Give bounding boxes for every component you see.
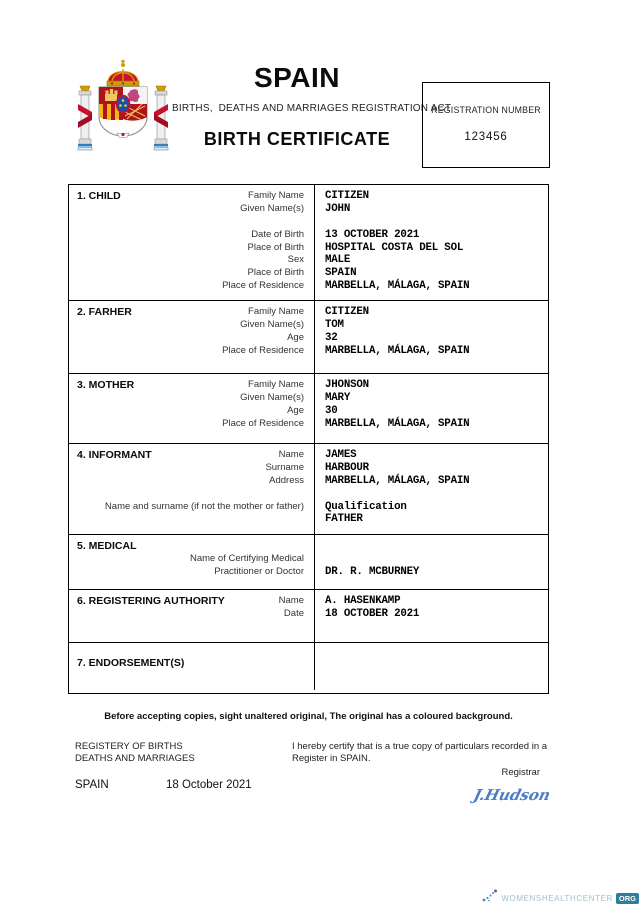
copy-notice: Before accepting copies, sight unaltered original, The original has a coloured background.	[104, 711, 513, 722]
field-label: Name of Certifying Medical	[189, 552, 304, 564]
field-label: Family Name	[248, 379, 304, 390]
field-value: JAMES	[325, 449, 357, 461]
field-label: Practitioner or Doctor	[214, 565, 304, 577]
section-medical	[69, 535, 548, 590]
footer-country: SPAIN	[75, 779, 109, 791]
field-value: MARBELLA, MÁLAGA, SPAIN	[325, 280, 470, 293]
field-value: HARBOUR	[325, 461, 369, 474]
header	[172, 62, 452, 150]
registry-line2: DEATHS AND MARRIAGES	[75, 753, 195, 764]
section-informant	[69, 444, 548, 535]
watermark-org-badge: ORG	[616, 893, 639, 905]
field-value: FATHER	[325, 513, 363, 526]
spain-coat-of-arms-icon	[72, 56, 174, 162]
field-value: 32	[325, 331, 338, 344]
field-label: Age	[287, 331, 304, 343]
field-value: CITIZEN	[325, 306, 369, 318]
act-subtitle: BIRTHS, DEATHS AND MARRIAGES REGISTRATION ACT	[172, 103, 452, 114]
field-value: A. HASENKAMP	[325, 595, 401, 607]
section-heading: 7. ENDORSEMENT(S)	[77, 657, 185, 669]
field-label: Place of Birth	[247, 267, 304, 279]
sparkle-icon	[482, 889, 498, 908]
country-title: SPAIN	[254, 62, 340, 93]
field-value: DR. R. MCBURNEY	[325, 565, 420, 578]
spacer-line	[325, 540, 540, 553]
field-label: Given Name(s)	[240, 391, 304, 403]
field-value: JHONSON	[325, 379, 369, 391]
field-label: Sex	[287, 254, 304, 266]
field-value: MARBELLA, MÁLAGA, SPAIN	[325, 474, 470, 487]
section-heading: 6. REGISTERING AUTHORITY	[77, 595, 225, 607]
field-label: Name and surname (if not the mother or father)	[104, 500, 304, 512]
field-value: MARY	[325, 391, 351, 404]
section-heading: 2. FARHER	[77, 306, 132, 318]
field-value: MARBELLA, MÁLAGA, SPAIN	[325, 344, 470, 357]
field-label: Age	[287, 404, 304, 416]
registration-number-label: REGISTRATION NUMBER	[431, 105, 541, 115]
field-label: Date	[283, 607, 304, 619]
field-label: Place of Residence	[222, 417, 304, 429]
section-heading: 3. MOTHER	[77, 379, 135, 391]
field-label: Date of Birth	[251, 228, 304, 240]
field-value: HOSPITAL COSTA DEL SOL	[325, 241, 464, 254]
registrar-signature: J.Hudson	[471, 786, 553, 804]
registry-line1: REGISTERY OF BIRTHS	[75, 741, 183, 752]
field-label: Name	[278, 595, 304, 606]
section-registering-authority	[69, 590, 548, 643]
field-label: Place of Birth	[247, 241, 304, 253]
spacer-line	[325, 216, 540, 229]
document-title: BIRTH CERTIFICATE	[203, 129, 391, 149]
field-value: Qualification	[325, 500, 407, 513]
watermark-logo	[482, 889, 639, 908]
footer-date: 18 October 2021	[166, 779, 252, 791]
section-heading: 5. MEDICAL	[77, 540, 137, 552]
watermark-site-text: WOMENSHEALTHCENTER	[501, 894, 613, 903]
field-value: TOM	[325, 318, 344, 331]
field-label: Address	[269, 474, 304, 486]
field-label: Surname	[265, 461, 304, 473]
spacer-line	[77, 513, 304, 526]
field-label: Family Name	[248, 306, 304, 317]
field-label: Given Name(s)	[240, 318, 304, 330]
section-father	[69, 301, 548, 374]
field-value: 13 OCTOBER 2021	[325, 228, 420, 241]
section-heading: 1. CHILD	[77, 190, 121, 202]
registration-number-box	[422, 82, 550, 168]
spacer-line	[77, 216, 304, 229]
certificate-table	[68, 184, 549, 694]
field-label: Name	[278, 449, 304, 460]
registration-number-value: 123456	[464, 131, 508, 143]
section-mother	[69, 374, 548, 444]
certify-statement: I hereby certify that is a true copy of particulars recorded in a Register in SPAIN.	[292, 741, 548, 764]
spacer-line	[77, 488, 304, 501]
spacer-line	[325, 553, 540, 566]
field-value: 30	[325, 404, 338, 417]
section-heading: 4. INFORMANT	[77, 449, 152, 461]
field-label: Given Name(s)	[240, 202, 304, 214]
registrar-label: Registrar	[501, 767, 540, 778]
field-value: MALE	[325, 254, 351, 267]
spacer-line	[325, 488, 540, 501]
registry-block	[75, 741, 195, 765]
field-value: JOHN	[325, 202, 351, 215]
section-endorsements	[69, 643, 548, 690]
field-value: MARBELLA, MÁLAGA, SPAIN	[325, 417, 470, 430]
field-value: SPAIN	[325, 267, 357, 280]
field-label: Family Name	[248, 190, 304, 201]
field-value: 18 OCTOBER 2021	[325, 607, 420, 620]
field-label: Place of Residence	[222, 344, 304, 356]
field-label: Place of Residence	[222, 280, 304, 292]
field-value: CITIZEN	[325, 190, 369, 202]
section-child	[69, 185, 548, 301]
